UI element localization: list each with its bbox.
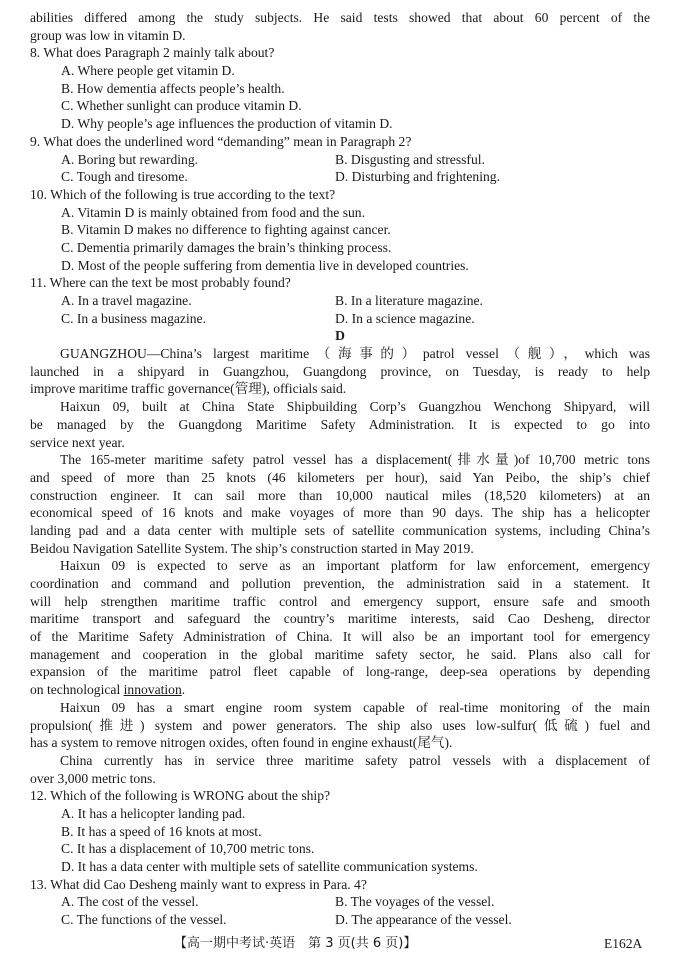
passage-text: . [181,682,186,698]
page-footer [0,935,677,955]
q11-option-c: C. In a business magazine. [61,310,206,326]
q8-option-a: A. Where people get vitamin D. [61,63,235,79]
passage-line: management and cooperation in the global maritime safety sector, he said. Plans also call for [30,646,650,662]
q13-options-row-1 [30,893,650,911]
q12-option-d: D. It has a data center with multiple sets of satellite communication systems. [61,859,478,874]
passage-line [30,681,650,699]
passage-line: Haixun 09 is expected to serve as an important platform for law enforcement, emergency [60,558,650,574]
passage-line: coordination and command and pollution prevention, the administration said in a statement. It [30,576,650,591]
q9-options-row-1 [30,151,650,169]
q11-options-row-2 [30,310,650,328]
page-content [30,9,650,929]
question-10-stem: 10. Which of the following is true according to the text? [30,186,336,202]
q11-options-row-1 [30,292,650,310]
passage-line: service next year. [30,434,125,450]
q13-options-row-2 [30,911,650,929]
section-heading-d: D [335,328,345,344]
q11-option-b: B. In a literature magazine. [335,293,483,308]
question-13-stem: 13. What did Cao Desheng mainly want to express in Para. 4? [30,876,367,892]
q11-option-d: D. In a science magazine. [335,310,475,326]
q8-option-b: B. How dementia affects people’s health. [61,80,285,96]
q13-option-d: D. The appearance of the vessel. [335,912,512,928]
q10-option-d: D. Most of the people suffering from dementia live in developed countries. [61,257,469,273]
passage-line: over 3,000 metric tons. [30,770,156,786]
question-11-stem: 11. Where can the text be most probably found? [30,275,291,291]
passage-line: landing pad and a data center with multiple sets of satellite communication systems, including China’s [30,522,650,538]
passage-line: propulsion(推进) system and power generators. The ship also uses low-sulfur(低硫) fuel and [30,717,650,733]
passage-line: Haixun 09 has a smart engine room system capable of real-time monitoring of the main [60,699,650,715]
q9-option-d: D. Disturbing and frightening. [335,169,500,185]
passage-line: of the Maritime Safety Administration of China. It will also be an important tool for emergency [30,629,650,645]
q10-option-c: C. Dementia primarily damages the brain’s thinking process. [61,239,392,255]
passage-line: will help strengthen maritime traffic control and emergency support, ensure safe and smooth [30,593,650,609]
q11-option-a: A. In a travel magazine. [61,293,192,308]
footer-page-info: 【高一期中考试·英语 第 3 页(共 6 页)】 [174,936,417,951]
q8-option-d: D. Why people’s age influences the production of vitamin D. [61,116,393,132]
footer-exam-code: E162A [604,936,643,951]
passage-text: on technological [30,682,124,698]
passage-line: Haixun 09, built at China State Shipbuilding Corp’s Guangzhou Wenchong Shipyard, will [60,399,650,415]
passage-line: and speed of more than 25 knots (46 kilometers per hour), said Yan Peibo, the ship’s chief [30,469,650,485]
passage-line: GUANGZHOU—China’s largest maritime（海事的）patrol vessel（舰），which was [60,346,650,362]
q13-option-a: A. The cost of the vessel. [61,894,199,910]
passage-line: maritime transport and safeguard the country’s maritime interests, said Cao Desheng, director [30,611,650,627]
text-line: abilities differed among the study subjects. He said tests showed that about 60 percent of the [30,10,650,25]
passage-line: Beidou Navigation Satellite System. The ship’s construction started in May 2019. [30,540,474,556]
passage-line: expansion of the maritime patrol fleet capable of long-range, deep-sea operations by depending [30,664,650,680]
passage-line: launched in a shipyard in Guangzhou, Guangdong province, on Tuesday, is ready to help [30,363,650,379]
question-12-stem: 12. Which of the following is WRONG about the ship? [30,788,331,804]
question-8-stem: 8. What does Paragraph 2 mainly talk about? [30,45,275,61]
q9-options-row-2 [30,168,650,186]
q13-option-b: B. The voyages of the vessel. [335,894,495,910]
passage-line: has a system to remove nitrogen oxides, often found in engine exhaust(尾气). [30,735,453,751]
q13-option-c: C. The functions of the vessel. [61,912,227,928]
q10-option-a: A. Vitamin D is mainly obtained from food and the sun. [61,204,365,220]
q9-option-a: A. Boring but rewarding. [61,151,199,167]
text-line: group was low in vitamin D. [30,27,186,43]
q10-option-b: B. Vitamin D makes no difference to fighting against cancer. [61,222,391,238]
passage-line: improve maritime traffic governance(管理), officials said. [30,381,347,397]
q9-option-c: C. Tough and tiresome. [61,169,188,185]
passage-line: be managed by the Guangdong Maritime Safety Administration. It is expected to go into [30,416,650,432]
question-9-stem: 9. What does the underlined word “demanding” mean in Paragraph 2? [30,133,412,149]
q12-option-c: C. It has a displacement of 10,700 metric tons. [61,841,315,857]
passage-line: economical speed of 16 knots and make voyages of more than 90 days. The ship has a helicopter [30,505,650,521]
underlined-word-innovation: innovation [123,682,182,698]
q12-option-a: A. It has a helicopter landing pad. [61,805,246,821]
q12-option-b: B. It has a speed of 16 knots at most. [61,823,262,839]
passage-line: The 165-meter maritime safety patrol vessel has a displacement(排水量)of 10,700 metric tons [60,452,650,468]
passage-line: China currently has in service three maritime safety patrol vessels with a displacement of [60,752,650,768]
q9-option-b: B. Disgusting and stressful. [335,151,485,167]
passage-line: construction engineer. It can sail more than 10,000 nautical miles (18,520 kilometers) at an [30,487,650,503]
q8-option-c: C. Whether sunlight can produce vitamin D. [61,98,302,114]
